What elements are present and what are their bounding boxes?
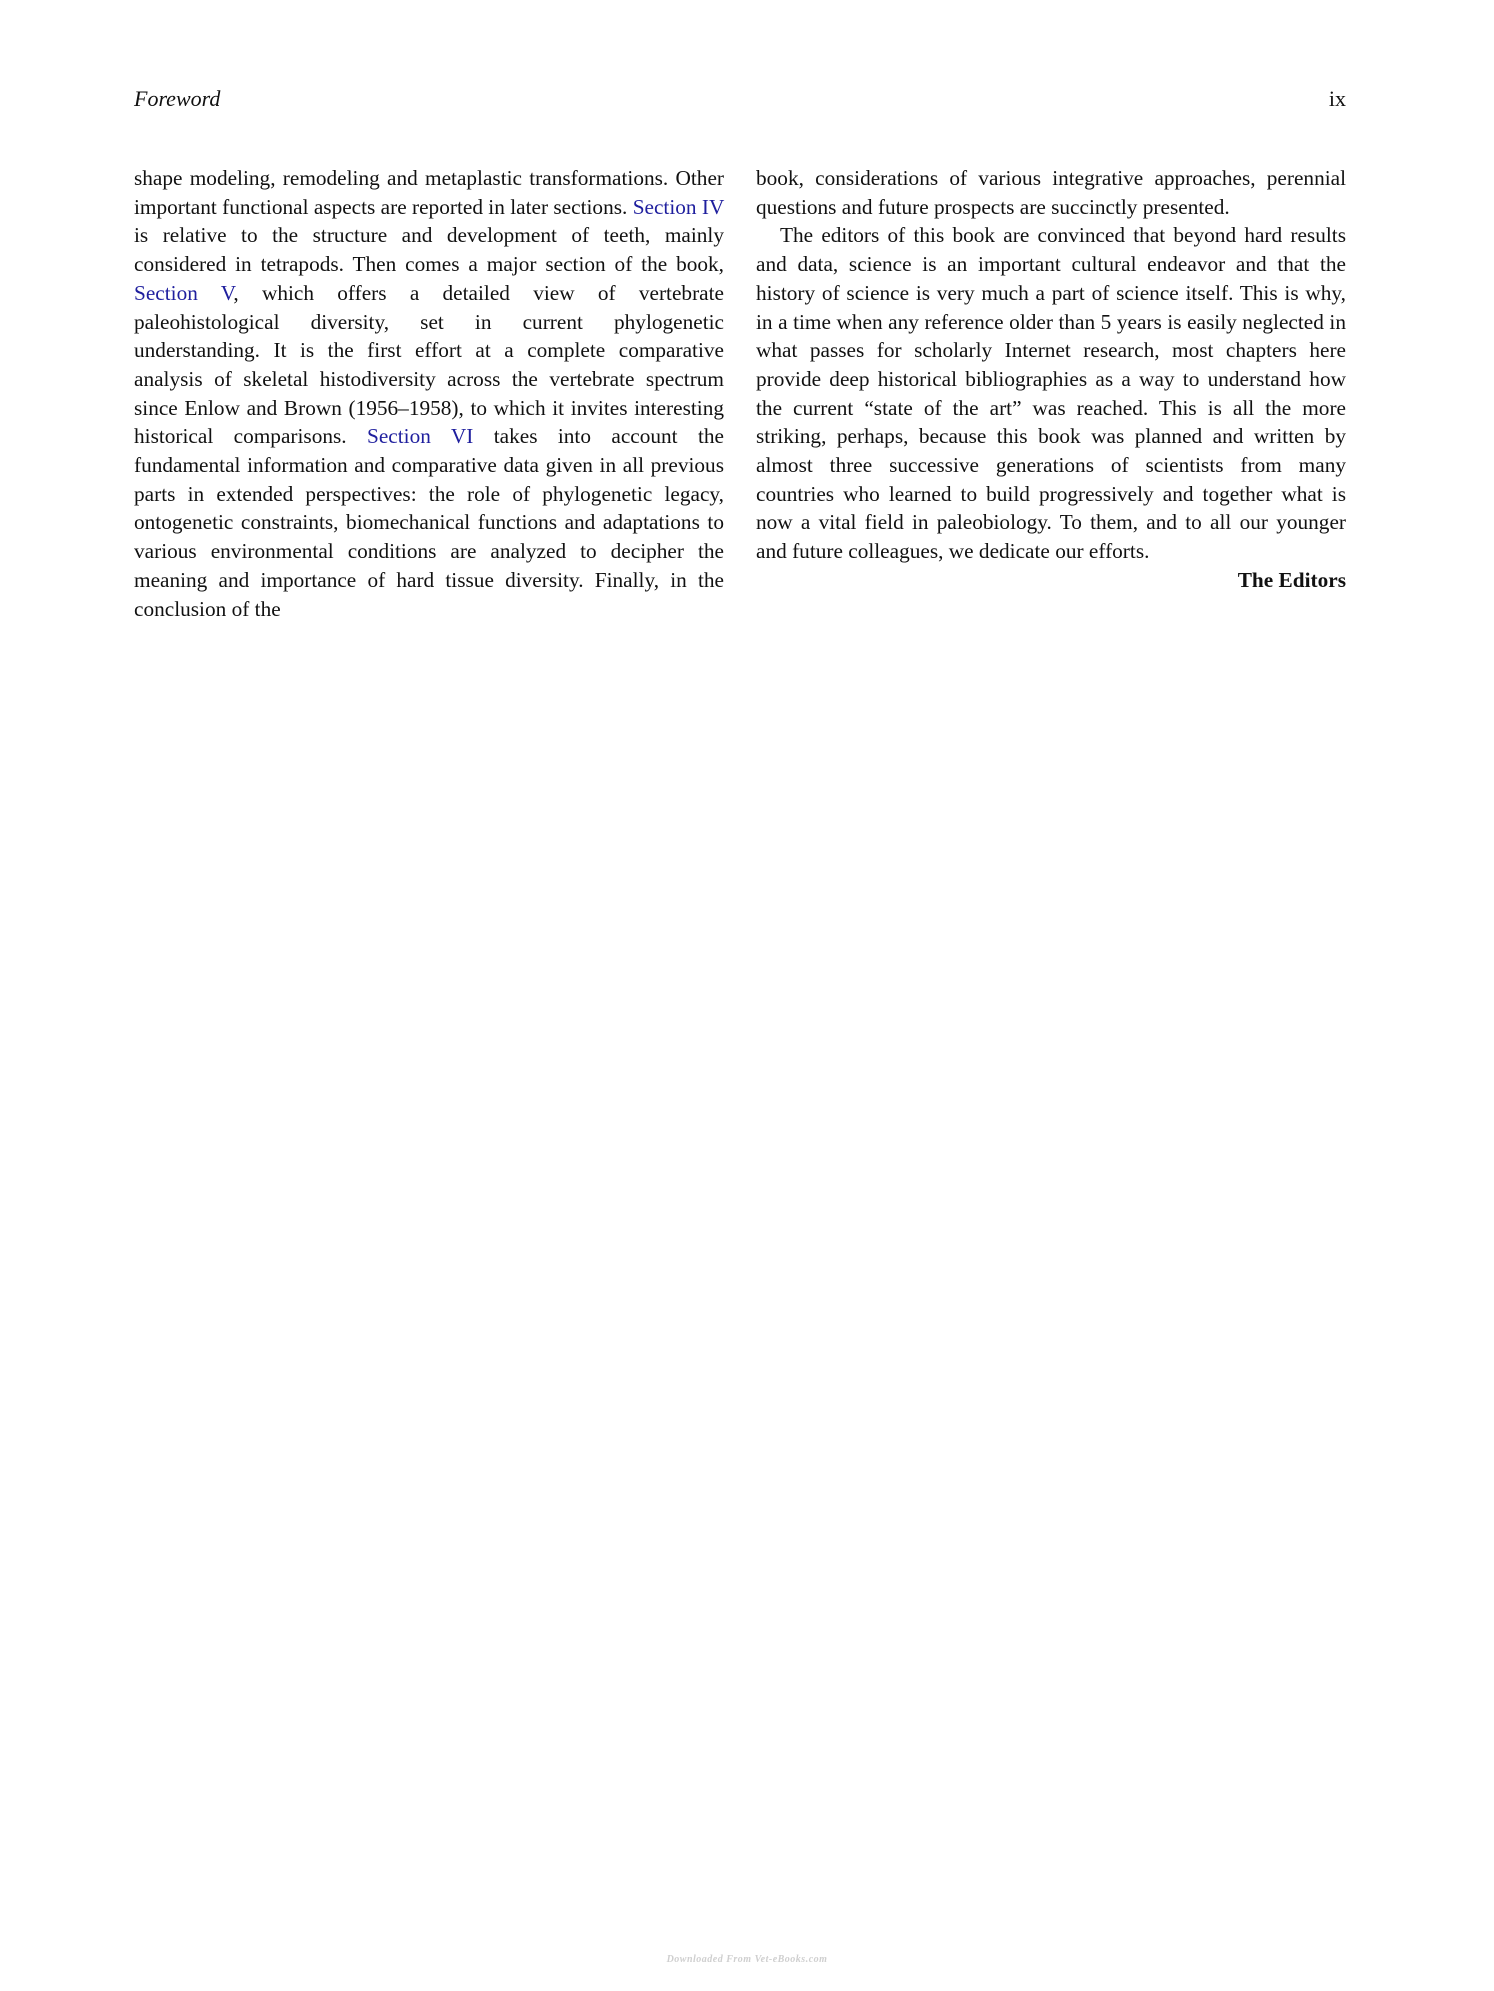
left-paragraph bbox=[134, 164, 724, 623]
section-vi-link[interactable]: Section VI bbox=[366, 424, 474, 449]
left-column bbox=[134, 164, 724, 623]
text-run: shape modeling, remodeling and metaplastic transformations. Other important functional aspects are reported in later sections. bbox=[134, 166, 724, 219]
section-v-link[interactable]: Section V bbox=[134, 280, 234, 305]
text-run: , which offers a detailed view of vertebrate paleohistological diversity, set in current phylogenetic understanding. It is the first effort at a complete comparative analysis of skeletal histodiversity across the vertebrate spectrum since Enlow and Brown (1956–1958), to which it invites interesting historical comparisons. bbox=[134, 280, 724, 449]
download-watermark: Downloaded From Vet-eBooks.com bbox=[666, 1954, 828, 1965]
running-head bbox=[134, 86, 1346, 120]
text-run: is relative to the structure and development of teeth, mainly considered in tetrapods. Then comes a major section of the book, bbox=[134, 223, 724, 277]
section-iv-link[interactable]: Section IV bbox=[632, 194, 724, 219]
page-number: ix bbox=[1328, 86, 1346, 111]
signature: The Editors bbox=[1237, 567, 1346, 592]
running-title: Foreword bbox=[134, 86, 221, 111]
right-column bbox=[756, 164, 1346, 595]
text-run: takes into account the fundamental information and comparative data given in all previous parts in extended perspectives: the role of phylogenetic legacy, ontogenetic constraints, biomechanical functions and adaptations to various environmental conditions are analyzed to decipher the meaning and importance of hard tissue diversity. Finally, in the conclusion of the bbox=[134, 424, 724, 621]
right-paragraph-continued: book, considerations of various integrative approaches, perennial questions and future prospects are succinctly presented. bbox=[756, 166, 1346, 219]
right-paragraph-editors: The editors of this book are convinced that beyond hard results and data, science is an important cultural endeavor and that the history of science is very much a part of science itself. This is why, in a time when any reference older than 5 years is easily neglected in what passes for scholarly Internet research, most chapters here provide deep historical bibliographies as a way to understand how the current “state of the art” was reached. This is all the more striking, perhaps, because this book was planned and written by almost three successive generations of scientists from many countries who learned to build progressively and together what is now a vital field in paleobiology. To them, and to all our younger and future colleagues, we dedicate our efforts. bbox=[756, 223, 1346, 564]
